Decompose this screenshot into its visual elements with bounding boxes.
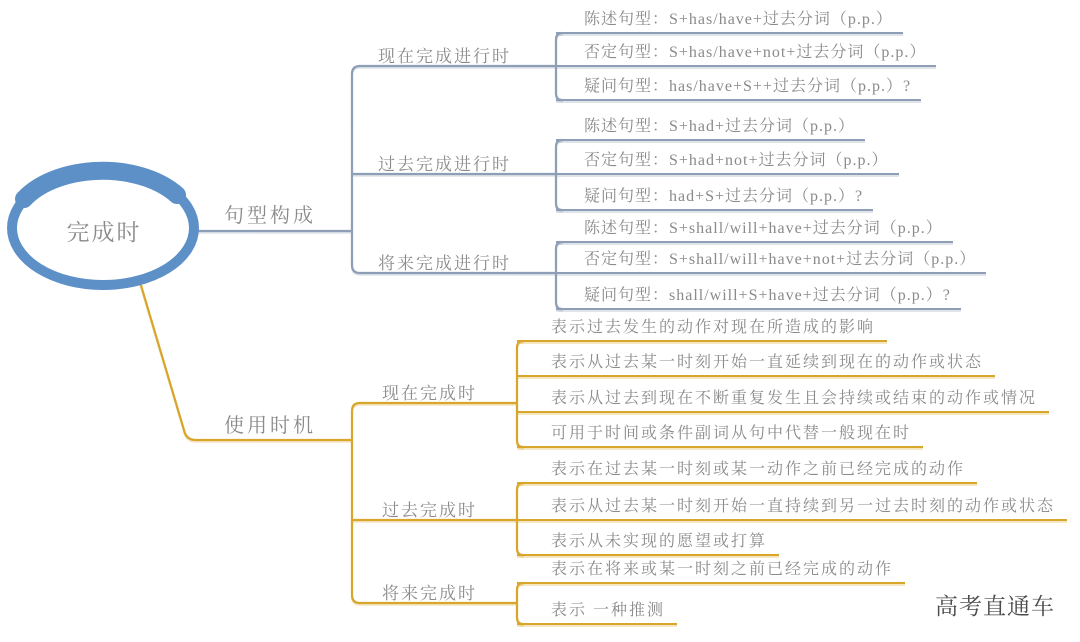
usage-lines-halo: [140, 284, 523, 626]
root-node-label: 完成时: [66, 220, 142, 245]
leaf-node: 表示 一种推测: [517, 600, 677, 625]
leaf-node: 表示在将来或某一时刻之前已经完成的动作: [517, 559, 905, 584]
branch-pattern-label: 句型构成: [224, 205, 316, 227]
leaf-node: 疑问句型：shall/will+S+have+过去分词（p.p.）?: [556, 285, 961, 310]
root-ellipse-thick-stroke: [24, 171, 177, 199]
leaf-node: 表示从未实现的愿望或打算: [517, 531, 779, 556]
leaf-node: 否定句型：S+has/have+not+过去分词（p.p.）: [556, 42, 936, 67]
subnode-present-perfect-progressive: 现在完成进行时: [378, 47, 511, 66]
watermark-text: 高考直通车: [935, 593, 1055, 619]
subnode-future-perfect-progressive: 将来完成进行时: [378, 254, 511, 273]
leaf-node: 否定句型：S+shall/will+have+not+过去分词（p.p.）: [556, 249, 986, 274]
leaf-node: 陈述句型：S+has/have+过去分词（p.p.）: [556, 9, 903, 34]
leaf-node: 可用于时间或条件副词从句中代替一般现在时: [517, 423, 923, 448]
leaf-node: 陈述句型：S+shall/will+have+过去分词（p.p.）: [556, 218, 953, 243]
leaf-node: 疑问句型：has/have+S++过去分词（p.p.）?: [556, 76, 921, 101]
usage-branch-lines: [140, 282, 523, 624]
leaf-node: 否定句型：S+had+not+过去分词（p.p.）: [556, 150, 899, 175]
branch-usage-label: 使用时机: [224, 415, 316, 437]
leaf-node: 表示从过去某一时刻开始一直持续到另一过去时刻的动作或状态: [517, 496, 1067, 521]
subnode-past-perfect-progressive: 过去完成进行时: [378, 155, 511, 174]
leaf-node: 表示过去发生的动作对现在所造成的影响: [517, 317, 887, 342]
subnode-past-perfect: 过去完成时: [382, 501, 477, 520]
leaf-node: 疑问句型：had+S+过去分词（p.p.）?: [556, 186, 873, 211]
subnode-present-perfect: 现在完成时: [382, 384, 477, 403]
leaf-node: 表示在过去某一时刻或某一动作之前已经完成的动作: [517, 459, 977, 484]
leaf-node: 陈述句型：S+had+过去分词（p.p.）: [556, 116, 865, 141]
leaf-node: 表示从过去到现在不断重复发生且会持续或结束的动作或情况: [517, 388, 1049, 413]
leaf-node: 表示从过去某一时刻开始一直延续到现在的动作或状态: [517, 352, 995, 377]
subnode-future-perfect: 将来完成时: [382, 584, 477, 603]
